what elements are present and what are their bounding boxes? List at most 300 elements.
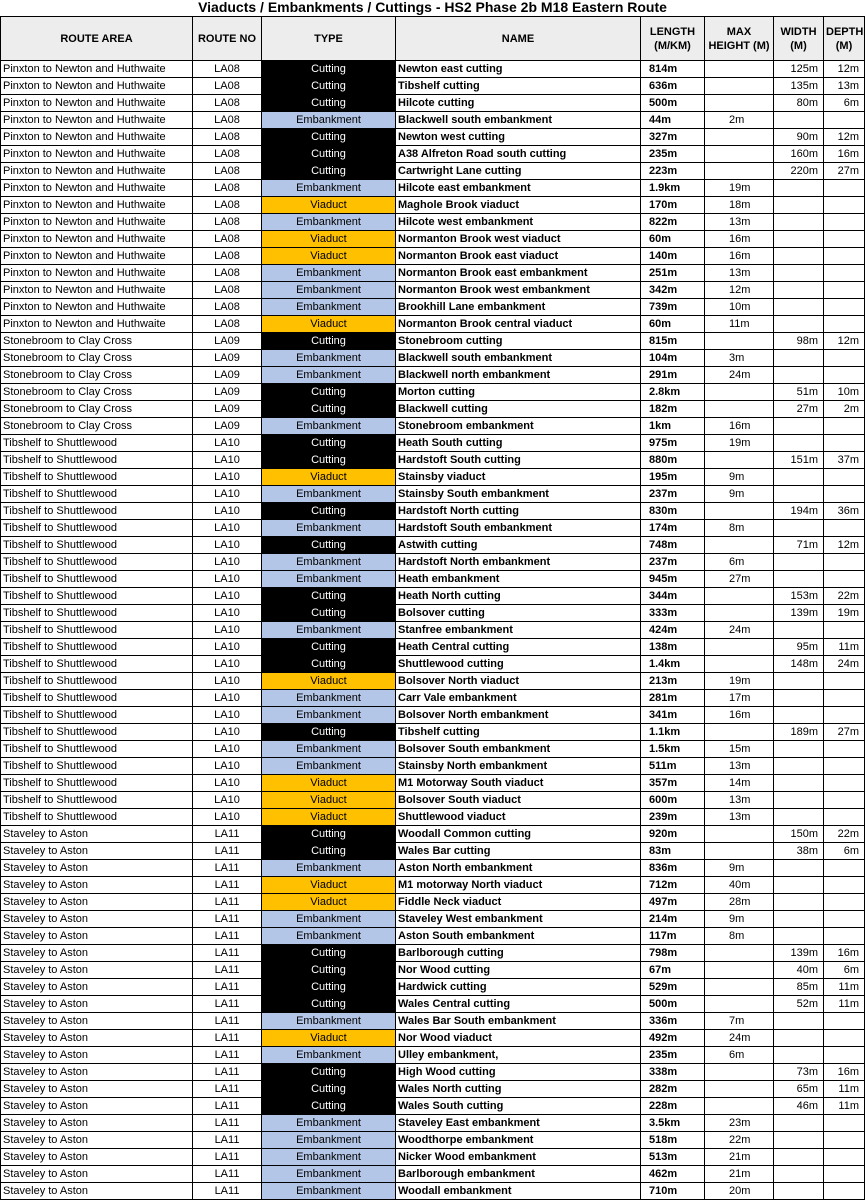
type-cell[interactable]: Cutting — [262, 146, 396, 163]
route-no-cell[interactable]: LA11 — [193, 1081, 262, 1098]
route-no-cell[interactable]: LA10 — [193, 537, 262, 554]
length-cell[interactable]: 235m — [641, 1047, 705, 1064]
max-height-cell[interactable] — [705, 537, 774, 554]
max-height-cell[interactable]: 6m — [705, 1047, 774, 1064]
name-cell[interactable]: Ulley embankment, — [396, 1047, 641, 1064]
route-no-cell[interactable]: LA08 — [193, 180, 262, 197]
name-cell[interactable]: Nor Wood cutting — [396, 962, 641, 979]
type-cell[interactable]: Cutting — [262, 503, 396, 520]
length-cell[interactable]: 710m — [641, 1183, 705, 1200]
max-height-cell[interactable] — [705, 129, 774, 146]
width-cell[interactable]: 71m — [774, 537, 824, 554]
width-cell[interactable] — [774, 775, 824, 792]
name-cell[interactable]: Woodall embankment — [396, 1183, 641, 1200]
depth-cell[interactable] — [824, 928, 865, 945]
depth-cell[interactable] — [824, 231, 865, 248]
length-cell[interactable]: 357m — [641, 775, 705, 792]
length-cell[interactable]: 2.8km — [641, 384, 705, 401]
max-height-cell[interactable]: 10m — [705, 299, 774, 316]
depth-cell[interactable] — [824, 707, 865, 724]
name-cell[interactable]: Maghole Brook viaduct — [396, 197, 641, 214]
type-cell[interactable]: Viaduct — [262, 469, 396, 486]
width-cell[interactable] — [774, 1149, 824, 1166]
name-cell[interactable]: Heath South cutting — [396, 435, 641, 452]
route-no-cell[interactable]: LA10 — [193, 809, 262, 826]
route-area-cell[interactable]: Pinxton to Newton and Huthwaite — [1, 316, 193, 333]
type-cell[interactable]: Viaduct — [262, 877, 396, 894]
route-area-cell[interactable]: Pinxton to Newton and Huthwaite — [1, 146, 193, 163]
width-cell[interactable] — [774, 673, 824, 690]
type-cell[interactable]: Viaduct — [262, 809, 396, 826]
type-cell[interactable]: Viaduct — [262, 197, 396, 214]
depth-cell[interactable]: 12m — [824, 129, 865, 146]
route-no-cell[interactable]: LA10 — [193, 639, 262, 656]
length-cell[interactable]: 336m — [641, 1013, 705, 1030]
width-cell[interactable] — [774, 435, 824, 452]
depth-cell[interactable] — [824, 894, 865, 911]
route-area-cell[interactable]: Tibshelf to Shuttlewood — [1, 452, 193, 469]
max-height-cell[interactable]: 27m — [705, 571, 774, 588]
name-cell[interactable]: Normanton Brook west embankment — [396, 282, 641, 299]
type-cell[interactable]: Viaduct — [262, 1030, 396, 1047]
max-height-cell[interactable] — [705, 639, 774, 656]
route-no-cell[interactable]: LA10 — [193, 741, 262, 758]
name-cell[interactable]: Stanfree embankment — [396, 622, 641, 639]
route-area-cell[interactable]: Pinxton to Newton and Huthwaite — [1, 163, 193, 180]
max-height-cell[interactable]: 19m — [705, 673, 774, 690]
route-area-cell[interactable]: Stonebroom to Clay Cross — [1, 333, 193, 350]
width-cell[interactable]: 139m — [774, 605, 824, 622]
type-cell[interactable]: Embankment — [262, 758, 396, 775]
max-height-cell[interactable]: 9m — [705, 860, 774, 877]
route-no-cell[interactable]: LA08 — [193, 61, 262, 78]
max-height-cell[interactable]: 13m — [705, 214, 774, 231]
type-cell[interactable]: Embankment — [262, 520, 396, 537]
width-cell[interactable] — [774, 112, 824, 129]
length-cell[interactable]: 251m — [641, 265, 705, 282]
length-cell[interactable]: 60m — [641, 316, 705, 333]
length-cell[interactable]: 500m — [641, 996, 705, 1013]
name-cell[interactable]: Wales Bar South embankment — [396, 1013, 641, 1030]
width-cell[interactable]: 189m — [774, 724, 824, 741]
name-cell[interactable]: Stainsby South embankment — [396, 486, 641, 503]
width-cell[interactable] — [774, 1013, 824, 1030]
route-area-cell[interactable]: Tibshelf to Shuttlewood — [1, 469, 193, 486]
depth-cell[interactable]: 36m — [824, 503, 865, 520]
width-cell[interactable] — [774, 928, 824, 945]
width-cell[interactable] — [774, 707, 824, 724]
route-no-cell[interactable]: LA09 — [193, 401, 262, 418]
width-cell[interactable]: 148m — [774, 656, 824, 673]
route-area-cell[interactable]: Pinxton to Newton and Huthwaite — [1, 197, 193, 214]
type-cell[interactable]: Embankment — [262, 554, 396, 571]
depth-cell[interactable] — [824, 282, 865, 299]
max-height-cell[interactable]: 6m — [705, 554, 774, 571]
type-cell[interactable]: Embankment — [262, 112, 396, 129]
width-cell[interactable] — [774, 197, 824, 214]
name-cell[interactable]: Stainsby viaduct — [396, 469, 641, 486]
route-no-cell[interactable]: LA10 — [193, 605, 262, 622]
route-no-cell[interactable]: LA08 — [193, 299, 262, 316]
route-area-cell[interactable]: Staveley to Aston — [1, 1149, 193, 1166]
depth-cell[interactable]: 6m — [824, 962, 865, 979]
name-cell[interactable]: High Wood cutting — [396, 1064, 641, 1081]
max-height-cell[interactable]: 16m — [705, 707, 774, 724]
max-height-cell[interactable]: 24m — [705, 1030, 774, 1047]
width-cell[interactable]: 160m — [774, 146, 824, 163]
route-no-cell[interactable]: LA08 — [193, 112, 262, 129]
type-cell[interactable]: Cutting — [262, 61, 396, 78]
max-height-cell[interactable] — [705, 333, 774, 350]
length-cell[interactable]: 104m — [641, 350, 705, 367]
width-cell[interactable]: 153m — [774, 588, 824, 605]
route-no-cell[interactable]: LA09 — [193, 367, 262, 384]
length-cell[interactable]: 117m — [641, 928, 705, 945]
route-area-cell[interactable]: Stonebroom to Clay Cross — [1, 418, 193, 435]
width-cell[interactable]: 135m — [774, 78, 824, 95]
route-area-cell[interactable]: Tibshelf to Shuttlewood — [1, 656, 193, 673]
width-cell[interactable]: 95m — [774, 639, 824, 656]
name-cell[interactable]: Heath North cutting — [396, 588, 641, 605]
route-area-cell[interactable]: Pinxton to Newton and Huthwaite — [1, 282, 193, 299]
max-height-cell[interactable] — [705, 843, 774, 860]
max-height-cell[interactable]: 12m — [705, 282, 774, 299]
name-cell[interactable]: Fiddle Neck viaduct — [396, 894, 641, 911]
width-cell[interactable] — [774, 367, 824, 384]
route-area-cell[interactable]: Staveley to Aston — [1, 826, 193, 843]
max-height-cell[interactable]: 11m — [705, 316, 774, 333]
type-cell[interactable]: Cutting — [262, 401, 396, 418]
name-cell[interactable]: Hardwick cutting — [396, 979, 641, 996]
max-height-cell[interactable]: 24m — [705, 622, 774, 639]
depth-cell[interactable] — [824, 1013, 865, 1030]
width-cell[interactable]: 51m — [774, 384, 824, 401]
depth-cell[interactable]: 11m — [824, 639, 865, 656]
length-cell[interactable]: 1.1km — [641, 724, 705, 741]
max-height-cell[interactable]: 20m — [705, 1183, 774, 1200]
type-cell[interactable]: Embankment — [262, 265, 396, 282]
width-cell[interactable] — [774, 792, 824, 809]
route-no-cell[interactable]: LA08 — [193, 146, 262, 163]
max-height-cell[interactable]: 16m — [705, 248, 774, 265]
type-cell[interactable]: Viaduct — [262, 673, 396, 690]
name-cell[interactable]: Bolsover South embankment — [396, 741, 641, 758]
length-cell[interactable]: 424m — [641, 622, 705, 639]
route-no-cell[interactable]: LA11 — [193, 928, 262, 945]
route-no-cell[interactable]: LA10 — [193, 707, 262, 724]
length-cell[interactable]: 281m — [641, 690, 705, 707]
name-cell[interactable]: Normanton Brook east embankment — [396, 265, 641, 282]
width-cell[interactable] — [774, 316, 824, 333]
length-cell[interactable]: 513m — [641, 1149, 705, 1166]
type-cell[interactable]: Cutting — [262, 996, 396, 1013]
route-no-cell[interactable]: LA08 — [193, 197, 262, 214]
width-cell[interactable]: 151m — [774, 452, 824, 469]
route-area-cell[interactable]: Tibshelf to Shuttlewood — [1, 520, 193, 537]
route-no-cell[interactable]: LA11 — [193, 1166, 262, 1183]
name-cell[interactable]: Shuttlewood viaduct — [396, 809, 641, 826]
route-no-cell[interactable]: LA11 — [193, 996, 262, 1013]
length-cell[interactable]: 798m — [641, 945, 705, 962]
length-cell[interactable]: 880m — [641, 452, 705, 469]
depth-cell[interactable] — [824, 1166, 865, 1183]
width-cell[interactable] — [774, 265, 824, 282]
type-cell[interactable]: Cutting — [262, 537, 396, 554]
type-cell[interactable]: Embankment — [262, 911, 396, 928]
route-area-cell[interactable]: Staveley to Aston — [1, 1098, 193, 1115]
depth-cell[interactable] — [824, 180, 865, 197]
depth-cell[interactable]: 11m — [824, 996, 865, 1013]
name-cell[interactable]: Staveley West embankment — [396, 911, 641, 928]
depth-cell[interactable]: 22m — [824, 588, 865, 605]
route-area-cell[interactable]: Tibshelf to Shuttlewood — [1, 588, 193, 605]
name-cell[interactable]: Tibshelf cutting — [396, 724, 641, 741]
depth-cell[interactable]: 16m — [824, 945, 865, 962]
width-cell[interactable]: 220m — [774, 163, 824, 180]
max-height-cell[interactable]: 13m — [705, 792, 774, 809]
max-height-cell[interactable]: 19m — [705, 180, 774, 197]
type-cell[interactable]: Cutting — [262, 1064, 396, 1081]
name-cell[interactable]: M1 Motorway South viaduct — [396, 775, 641, 792]
route-area-cell[interactable]: Tibshelf to Shuttlewood — [1, 775, 193, 792]
route-no-cell[interactable]: LA10 — [193, 486, 262, 503]
width-cell[interactable] — [774, 282, 824, 299]
max-height-cell[interactable]: 16m — [705, 418, 774, 435]
width-cell[interactable]: 85m — [774, 979, 824, 996]
name-cell[interactable]: Bolsover North viaduct — [396, 673, 641, 690]
depth-cell[interactable]: 2m — [824, 401, 865, 418]
name-cell[interactable]: Barlborough cutting — [396, 945, 641, 962]
width-cell[interactable]: 40m — [774, 962, 824, 979]
type-cell[interactable]: Cutting — [262, 605, 396, 622]
depth-cell[interactable]: 27m — [824, 724, 865, 741]
length-cell[interactable]: 282m — [641, 1081, 705, 1098]
width-cell[interactable] — [774, 1183, 824, 1200]
route-area-cell[interactable]: Pinxton to Newton and Huthwaite — [1, 95, 193, 112]
length-cell[interactable]: 600m — [641, 792, 705, 809]
type-cell[interactable]: Cutting — [262, 656, 396, 673]
route-area-cell[interactable]: Pinxton to Newton and Huthwaite — [1, 265, 193, 282]
width-cell[interactable] — [774, 622, 824, 639]
width-cell[interactable]: 125m — [774, 61, 824, 78]
width-cell[interactable] — [774, 486, 824, 503]
width-cell[interactable] — [774, 469, 824, 486]
depth-cell[interactable]: 37m — [824, 452, 865, 469]
length-cell[interactable]: 739m — [641, 299, 705, 316]
max-height-cell[interactable]: 22m — [705, 1132, 774, 1149]
max-height-cell[interactable]: 7m — [705, 1013, 774, 1030]
route-area-cell[interactable]: Staveley to Aston — [1, 1047, 193, 1064]
type-cell[interactable]: Embankment — [262, 367, 396, 384]
route-area-cell[interactable]: Tibshelf to Shuttlewood — [1, 605, 193, 622]
depth-cell[interactable] — [824, 367, 865, 384]
depth-cell[interactable] — [824, 571, 865, 588]
width-cell[interactable] — [774, 809, 824, 826]
max-height-cell[interactable] — [705, 826, 774, 843]
type-cell[interactable]: Cutting — [262, 384, 396, 401]
width-cell[interactable] — [774, 214, 824, 231]
max-height-cell[interactable] — [705, 979, 774, 996]
name-cell[interactable]: Tibshelf cutting — [396, 78, 641, 95]
name-cell[interactable]: Aston South embankment — [396, 928, 641, 945]
header-width[interactable]: WIDTH (M) — [774, 17, 824, 61]
route-no-cell[interactable]: LA11 — [193, 1149, 262, 1166]
name-cell[interactable]: Brookhill Lane embankment — [396, 299, 641, 316]
width-cell[interactable]: 139m — [774, 945, 824, 962]
route-area-cell[interactable]: Stonebroom to Clay Cross — [1, 350, 193, 367]
name-cell[interactable]: Normanton Brook central viaduct — [396, 316, 641, 333]
length-cell[interactable]: 830m — [641, 503, 705, 520]
route-no-cell[interactable]: LA11 — [193, 843, 262, 860]
width-cell[interactable]: 80m — [774, 95, 824, 112]
width-cell[interactable] — [774, 554, 824, 571]
depth-cell[interactable] — [824, 775, 865, 792]
route-no-cell[interactable]: LA11 — [193, 911, 262, 928]
route-no-cell[interactable]: LA11 — [193, 1183, 262, 1200]
type-cell[interactable]: Cutting — [262, 639, 396, 656]
max-height-cell[interactable] — [705, 95, 774, 112]
depth-cell[interactable]: 11m — [824, 979, 865, 996]
route-no-cell[interactable]: LA10 — [193, 588, 262, 605]
width-cell[interactable] — [774, 894, 824, 911]
type-cell[interactable]: Embankment — [262, 1166, 396, 1183]
max-height-cell[interactable]: 16m — [705, 231, 774, 248]
depth-cell[interactable]: 6m — [824, 843, 865, 860]
depth-cell[interactable] — [824, 197, 865, 214]
max-height-cell[interactable]: 13m — [705, 265, 774, 282]
length-cell[interactable]: 338m — [641, 1064, 705, 1081]
max-height-cell[interactable]: 18m — [705, 197, 774, 214]
route-no-cell[interactable]: LA10 — [193, 452, 262, 469]
route-area-cell[interactable]: Tibshelf to Shuttlewood — [1, 554, 193, 571]
header-length[interactable]: LENGTH (M/KM) — [641, 17, 705, 61]
depth-cell[interactable]: 10m — [824, 384, 865, 401]
width-cell[interactable] — [774, 248, 824, 265]
depth-cell[interactable] — [824, 860, 865, 877]
route-area-cell[interactable]: Stonebroom to Clay Cross — [1, 367, 193, 384]
route-no-cell[interactable]: LA10 — [193, 656, 262, 673]
max-height-cell[interactable] — [705, 146, 774, 163]
type-cell[interactable]: Embankment — [262, 180, 396, 197]
route-area-cell[interactable]: Tibshelf to Shuttlewood — [1, 673, 193, 690]
route-area-cell[interactable]: Pinxton to Newton and Huthwaite — [1, 61, 193, 78]
max-height-cell[interactable]: 2m — [705, 112, 774, 129]
max-height-cell[interactable] — [705, 384, 774, 401]
type-cell[interactable]: Viaduct — [262, 792, 396, 809]
route-no-cell[interactable]: LA10 — [193, 724, 262, 741]
type-cell[interactable]: Cutting — [262, 843, 396, 860]
name-cell[interactable]: Blackwell south embankment — [396, 112, 641, 129]
name-cell[interactable]: Bolsover South viaduct — [396, 792, 641, 809]
width-cell[interactable] — [774, 299, 824, 316]
width-cell[interactable] — [774, 1115, 824, 1132]
route-area-cell[interactable]: Tibshelf to Shuttlewood — [1, 792, 193, 809]
route-no-cell[interactable]: LA10 — [193, 435, 262, 452]
header-route-area[interactable]: ROUTE AREA — [1, 17, 193, 61]
depth-cell[interactable] — [824, 265, 865, 282]
type-cell[interactable]: Cutting — [262, 78, 396, 95]
max-height-cell[interactable] — [705, 945, 774, 962]
depth-cell[interactable] — [824, 673, 865, 690]
width-cell[interactable] — [774, 231, 824, 248]
width-cell[interactable] — [774, 690, 824, 707]
max-height-cell[interactable]: 9m — [705, 486, 774, 503]
route-area-cell[interactable]: Tibshelf to Shuttlewood — [1, 724, 193, 741]
depth-cell[interactable] — [824, 435, 865, 452]
route-area-cell[interactable]: Staveley to Aston — [1, 1081, 193, 1098]
length-cell[interactable]: 945m — [641, 571, 705, 588]
type-cell[interactable]: Embankment — [262, 690, 396, 707]
depth-cell[interactable] — [824, 112, 865, 129]
width-cell[interactable] — [774, 1030, 824, 1047]
route-area-cell[interactable]: Stonebroom to Clay Cross — [1, 384, 193, 401]
max-height-cell[interactable]: 21m — [705, 1166, 774, 1183]
max-height-cell[interactable]: 3m — [705, 350, 774, 367]
type-cell[interactable]: Cutting — [262, 1098, 396, 1115]
name-cell[interactable]: Hardstoft South cutting — [396, 452, 641, 469]
depth-cell[interactable] — [824, 1132, 865, 1149]
length-cell[interactable]: 836m — [641, 860, 705, 877]
type-cell[interactable]: Cutting — [262, 435, 396, 452]
route-area-cell[interactable]: Pinxton to Newton and Huthwaite — [1, 78, 193, 95]
route-no-cell[interactable]: LA11 — [193, 877, 262, 894]
length-cell[interactable]: 138m — [641, 639, 705, 656]
max-height-cell[interactable]: 19m — [705, 435, 774, 452]
length-cell[interactable]: 1.9km — [641, 180, 705, 197]
route-no-cell[interactable]: LA08 — [193, 282, 262, 299]
length-cell[interactable]: 342m — [641, 282, 705, 299]
route-area-cell[interactable]: Staveley to Aston — [1, 1030, 193, 1047]
length-cell[interactable]: 44m — [641, 112, 705, 129]
type-cell[interactable]: Viaduct — [262, 248, 396, 265]
route-area-cell[interactable]: Pinxton to Newton and Huthwaite — [1, 248, 193, 265]
width-cell[interactable] — [774, 1132, 824, 1149]
route-no-cell[interactable]: LA09 — [193, 333, 262, 350]
route-no-cell[interactable]: LA09 — [193, 418, 262, 435]
name-cell[interactable]: Cartwright Lane cutting — [396, 163, 641, 180]
length-cell[interactable]: 237m — [641, 554, 705, 571]
type-cell[interactable]: Embankment — [262, 707, 396, 724]
route-no-cell[interactable]: LA08 — [193, 316, 262, 333]
max-height-cell[interactable]: 21m — [705, 1149, 774, 1166]
route-no-cell[interactable]: LA08 — [193, 214, 262, 231]
route-area-cell[interactable]: Pinxton to Newton and Huthwaite — [1, 180, 193, 197]
max-height-cell[interactable] — [705, 588, 774, 605]
name-cell[interactable]: Heath embankment — [396, 571, 641, 588]
width-cell[interactable]: 73m — [774, 1064, 824, 1081]
max-height-cell[interactable] — [705, 163, 774, 180]
type-cell[interactable]: Cutting — [262, 962, 396, 979]
depth-cell[interactable]: 16m — [824, 146, 865, 163]
type-cell[interactable]: Embankment — [262, 1149, 396, 1166]
length-cell[interactable]: 636m — [641, 78, 705, 95]
type-cell[interactable]: Cutting — [262, 945, 396, 962]
name-cell[interactable]: Wales Bar cutting — [396, 843, 641, 860]
route-area-cell[interactable]: Tibshelf to Shuttlewood — [1, 486, 193, 503]
depth-cell[interactable] — [824, 350, 865, 367]
max-height-cell[interactable] — [705, 1064, 774, 1081]
depth-cell[interactable] — [824, 1030, 865, 1047]
length-cell[interactable]: 213m — [641, 673, 705, 690]
width-cell[interactable]: 90m — [774, 129, 824, 146]
depth-cell[interactable] — [824, 1047, 865, 1064]
type-cell[interactable]: Embankment — [262, 928, 396, 945]
length-cell[interactable]: 815m — [641, 333, 705, 350]
name-cell[interactable]: Woodall Common cutting — [396, 826, 641, 843]
depth-cell[interactable]: 13m — [824, 78, 865, 95]
length-cell[interactable]: 975m — [641, 435, 705, 452]
type-cell[interactable]: Cutting — [262, 129, 396, 146]
